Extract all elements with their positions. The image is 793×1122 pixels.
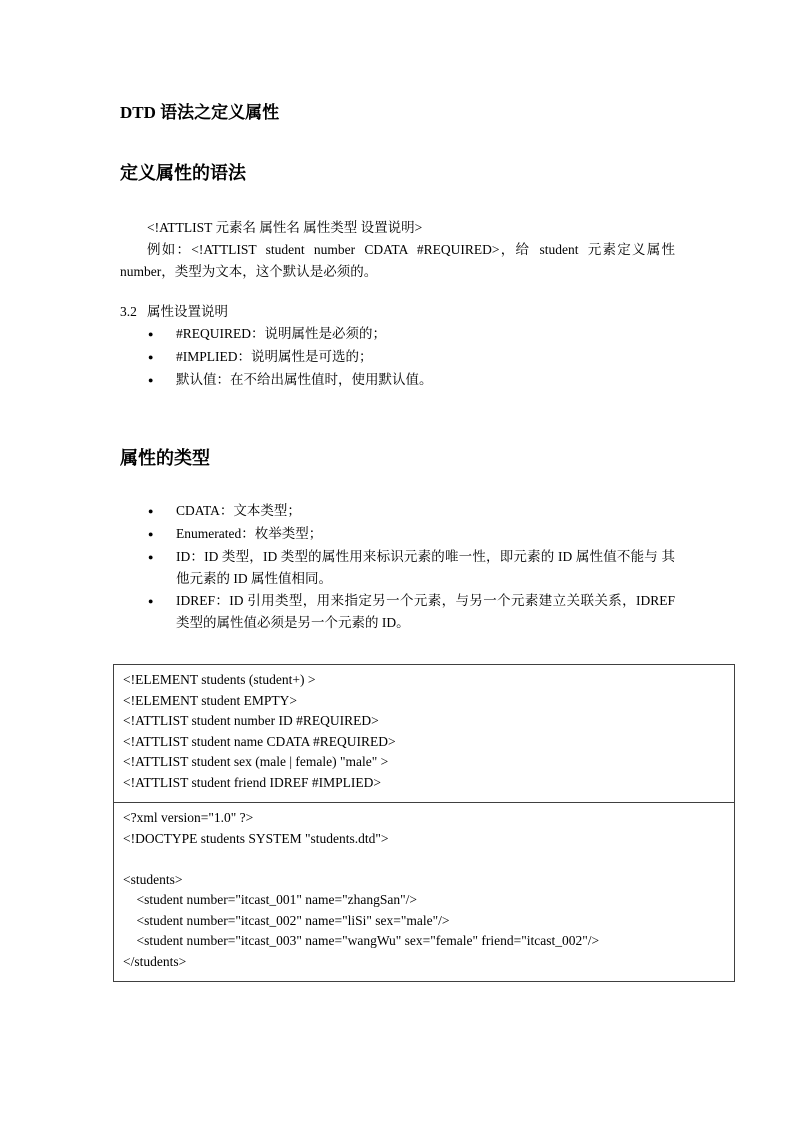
list-item <box>148 323 675 346</box>
code-line: <!ATTLIST student friend IDREF #IMPLIED> <box>123 774 381 790</box>
list-item <box>148 523 675 546</box>
bullet-icon <box>148 346 176 369</box>
code-line <box>123 849 724 870</box>
list-item <box>148 369 675 392</box>
code-line: <!DOCTYPE students SYSTEM "students.dtd"> <box>123 830 389 846</box>
attlist-syntax-line: <!ATTLIST 元素名 属性名 属性类型 设置说明> <box>147 220 423 235</box>
code-example-box <box>113 664 735 982</box>
sub-heading-attribute-settings: 3.2 属性设置说明 <box>120 304 228 319</box>
list-item <box>148 500 675 523</box>
bullet-icon <box>148 590 176 613</box>
xml-code-cell <box>114 802 734 981</box>
list-item-text: 默认值：在不给出属性值时，使用默认值。 <box>176 372 433 387</box>
dtd-code-cell <box>114 665 734 802</box>
bullet-icon <box>148 546 176 569</box>
list-item-text: CDATA：文本类型； <box>176 503 301 518</box>
bullet-icon <box>148 323 176 346</box>
list-item <box>148 346 675 369</box>
list-item <box>148 590 679 634</box>
list-item-text: IDREF：ID 引用类型，用来指定另一个元素，与另一个元素建立关联关系，IDREF 类型的属性值必须是另一个元素的 ID。 <box>176 593 679 630</box>
attribute-types-list <box>120 500 679 634</box>
code-line: <!ELEMENT student EMPTY> <box>123 692 297 708</box>
list-item-text: #REQUIRED：说明属性是必须的； <box>176 326 386 341</box>
list-item-text: #IMPLIED：说明属性是可选的； <box>176 349 373 364</box>
attribute-settings-list <box>120 323 675 392</box>
list-item <box>148 546 675 590</box>
code-line: <student number="itcast_002" name="liSi" sex="male"/> <box>123 912 450 928</box>
bullet-icon <box>148 500 176 523</box>
code-line: <?xml version="1.0" ?> <box>123 810 254 825</box>
code-line: <students> <box>123 871 183 887</box>
section-heading-attribute-types: 属性的类型 <box>120 448 210 468</box>
code-line: <!ATTLIST student number ID #REQUIRED> <box>123 713 379 728</box>
code-line: <!ATTLIST student name CDATA #REQUIRED> <box>123 733 396 749</box>
list-item-text: Enumerated：枚举类型； <box>176 526 323 541</box>
bullet-icon <box>148 369 176 392</box>
code-line: <student number="itcast_001" name="zhangSan"/> <box>123 892 417 907</box>
code-line: </students> <box>123 953 187 969</box>
code-line: <!ELEMENT students (student+) > <box>123 672 316 687</box>
page-title: DTD 语法之定义属性 <box>120 103 280 122</box>
bullet-icon <box>148 523 176 546</box>
attlist-example-paragraph: 例如：<!ATTLIST student number CDATA #REQUIRED>，给 student 元素定义属性 number，类型为文本，这个默认是必须的。 <box>120 242 679 279</box>
section-heading-syntax: 定义属性的语法 <box>120 163 246 183</box>
list-item-text: ID：ID 类型，ID 类型的属性用来标识元素的唯一性，即元素的 ID 属性值不能与 其他元素的 ID 属性值相同。 <box>176 549 675 586</box>
code-line: <!ATTLIST student sex (male | female) "male" > <box>123 754 389 769</box>
code-line: <student number="itcast_003" name="wangWu" sex="female" friend="itcast_002"/> <box>123 933 600 948</box>
